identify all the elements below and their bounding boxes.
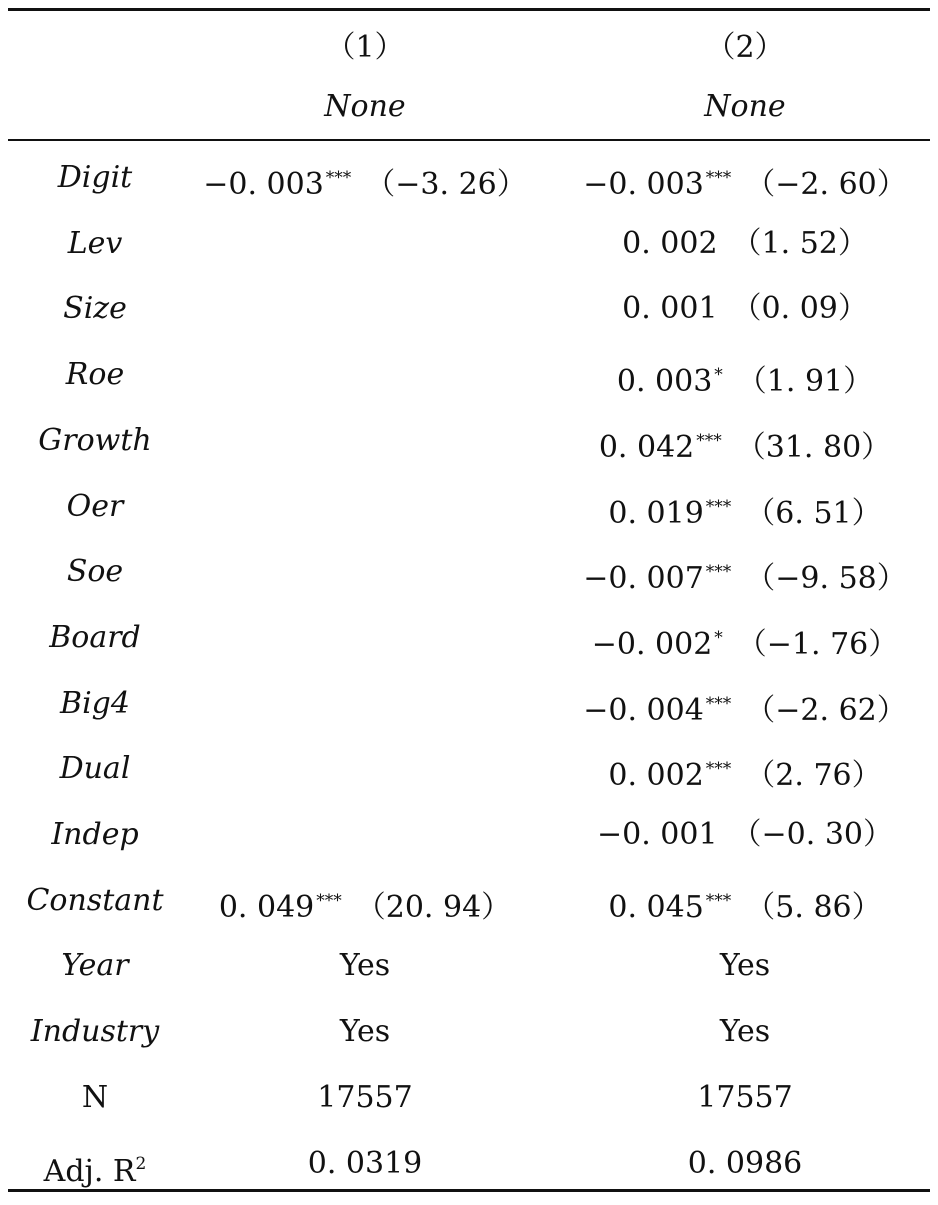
cell-column-1: [185, 736, 545, 802]
t-statistic: （31. 80）: [735, 429, 892, 465]
row-label: Industry: [30, 1014, 160, 1050]
cell-column-2: [560, 671, 930, 737]
table-row: [0, 474, 938, 540]
cell-column-1: [185, 342, 545, 408]
t-statistic: （0. 09）: [731, 291, 868, 327]
superscript: 2: [135, 1153, 147, 1174]
t-statistic: （−2. 60）: [745, 167, 907, 202]
coefficient: 0. 002: [622, 225, 718, 261]
table-row: [0, 342, 938, 408]
cell-column-1: [185, 474, 545, 540]
coefficient: 0. 002: [608, 758, 704, 794]
table-row-adj-r2: [0, 1131, 938, 1197]
coefficient: 0. 042: [598, 429, 695, 465]
cell-column-2: [560, 802, 930, 868]
t-statistic: （1. 91）: [736, 364, 874, 400]
table-row: [0, 145, 938, 211]
row-label: Roe: [65, 357, 125, 393]
table-row: [0, 276, 938, 342]
cell-column-1: [185, 671, 545, 737]
table-header-rule: [8, 139, 930, 141]
coefficient: −0. 007: [583, 561, 704, 597]
coefficient: 17557: [697, 1079, 793, 1115]
row-label: Growth: [38, 422, 152, 458]
table-row: [0, 539, 938, 605]
row-label: Year: [61, 948, 129, 984]
cell-column-1: [185, 802, 545, 868]
coefficient: 0. 045: [608, 889, 704, 925]
cell-column-2: [560, 539, 930, 605]
cell-column-1: [185, 605, 545, 671]
coefficient: −0. 003: [203, 167, 324, 202]
cell-column-2: [560, 145, 930, 211]
cell-column-1: [185, 868, 545, 934]
significance-stars: ***: [705, 496, 732, 517]
cell-column-2: [560, 999, 930, 1065]
cell-column-2: [560, 276, 930, 342]
table-row: [0, 605, 938, 671]
table-row: [0, 211, 938, 277]
table-bottom-rule: [8, 1189, 930, 1192]
significance-stars: *: [714, 365, 723, 386]
coefficient: Yes: [719, 1014, 771, 1050]
row-label: Dual: [59, 751, 131, 787]
table-row: [0, 736, 938, 802]
cell-column-2: [560, 474, 930, 540]
t-statistic: （−9. 58）: [745, 561, 907, 597]
coefficient: Yes: [339, 1014, 391, 1050]
row-label: Constant: [26, 882, 164, 918]
column-1-dependent-variable: None: [324, 89, 406, 124]
cell-column-2: [560, 1065, 930, 1131]
cell-column-2: [560, 211, 930, 277]
significance-stars: ***: [325, 168, 352, 188]
significance-stars: ***: [705, 759, 732, 780]
cell-column-1: [185, 999, 545, 1065]
significance-stars: ***: [705, 168, 732, 188]
cell-column-2: [560, 868, 930, 934]
significance-stars: ***: [705, 890, 732, 911]
row-label: Oer: [66, 488, 124, 524]
significance-stars: ***: [705, 693, 732, 714]
coefficient: Yes: [719, 948, 771, 984]
cell-column-2: [560, 408, 930, 474]
coefficient: 0. 019: [608, 495, 704, 531]
column-1-number: （1）: [325, 30, 405, 65]
row-label: N: [81, 1079, 109, 1115]
cell-column-1: [185, 145, 545, 211]
row-label: Lev: [67, 225, 123, 261]
cell-column-1: [185, 276, 545, 342]
coefficient: 0. 001: [622, 291, 718, 327]
coefficient: 0. 003: [616, 364, 713, 400]
cell-column-2: [560, 736, 930, 802]
t-statistic: （−2. 62）: [745, 692, 907, 728]
t-statistic: （20. 94）: [355, 889, 512, 925]
adj-r2-column-2: 0. 0986: [687, 1145, 803, 1181]
table-row: [0, 999, 938, 1065]
table-row: [0, 1065, 938, 1131]
cell-column-1: [185, 408, 545, 474]
t-statistic: （5. 86）: [745, 889, 882, 925]
coefficient: 0. 049: [218, 889, 315, 925]
significance-stars: *: [714, 627, 723, 648]
t-statistic: （−1. 76）: [736, 626, 899, 662]
significance-stars: ***: [696, 430, 722, 451]
coefficient: 17557: [317, 1079, 413, 1115]
table-row: [0, 933, 938, 999]
significance-stars: ***: [316, 890, 342, 911]
coefficient: −0. 003: [583, 167, 704, 202]
cell-column-2: [560, 933, 930, 999]
row-label: Board: [49, 619, 141, 655]
cell-column-2: [560, 342, 930, 408]
row-label: Indep: [51, 817, 139, 852]
coefficient: −0. 002: [591, 626, 713, 662]
cell-column-1: [185, 933, 545, 999]
t-statistic: （1. 52）: [731, 225, 868, 261]
table-row: [0, 671, 938, 737]
significance-stars: ***: [705, 562, 732, 583]
t-statistic: （2. 76）: [745, 758, 882, 794]
row-label: Soe: [66, 554, 124, 590]
cell-column-1: [185, 539, 545, 605]
t-statistic: （6. 51）: [745, 495, 882, 531]
table-top-rule: [8, 8, 930, 11]
t-statistic: （−0. 30）: [731, 817, 894, 852]
row-label: Digit: [57, 160, 133, 195]
table-row: [0, 868, 938, 934]
cell-column-1: [185, 1065, 545, 1131]
column-2-number: （2）: [705, 30, 785, 65]
cell-column-1: [185, 211, 545, 277]
column-2-dependent-variable: None: [704, 89, 786, 124]
adj-r2-column-1: 0. 0319: [307, 1145, 423, 1181]
coefficient: −0. 004: [583, 692, 704, 728]
coefficient: Yes: [339, 948, 391, 984]
cell-column-2: [560, 605, 930, 671]
table-row: [0, 802, 938, 868]
row-label: Adj. $R^2$: [43, 1153, 147, 1189]
t-statistic: （−3. 26）: [365, 167, 527, 202]
table-row: [0, 408, 938, 474]
coefficient: −0. 001: [596, 817, 718, 852]
row-label: Size: [63, 291, 127, 327]
row-label: Big4: [60, 685, 130, 721]
